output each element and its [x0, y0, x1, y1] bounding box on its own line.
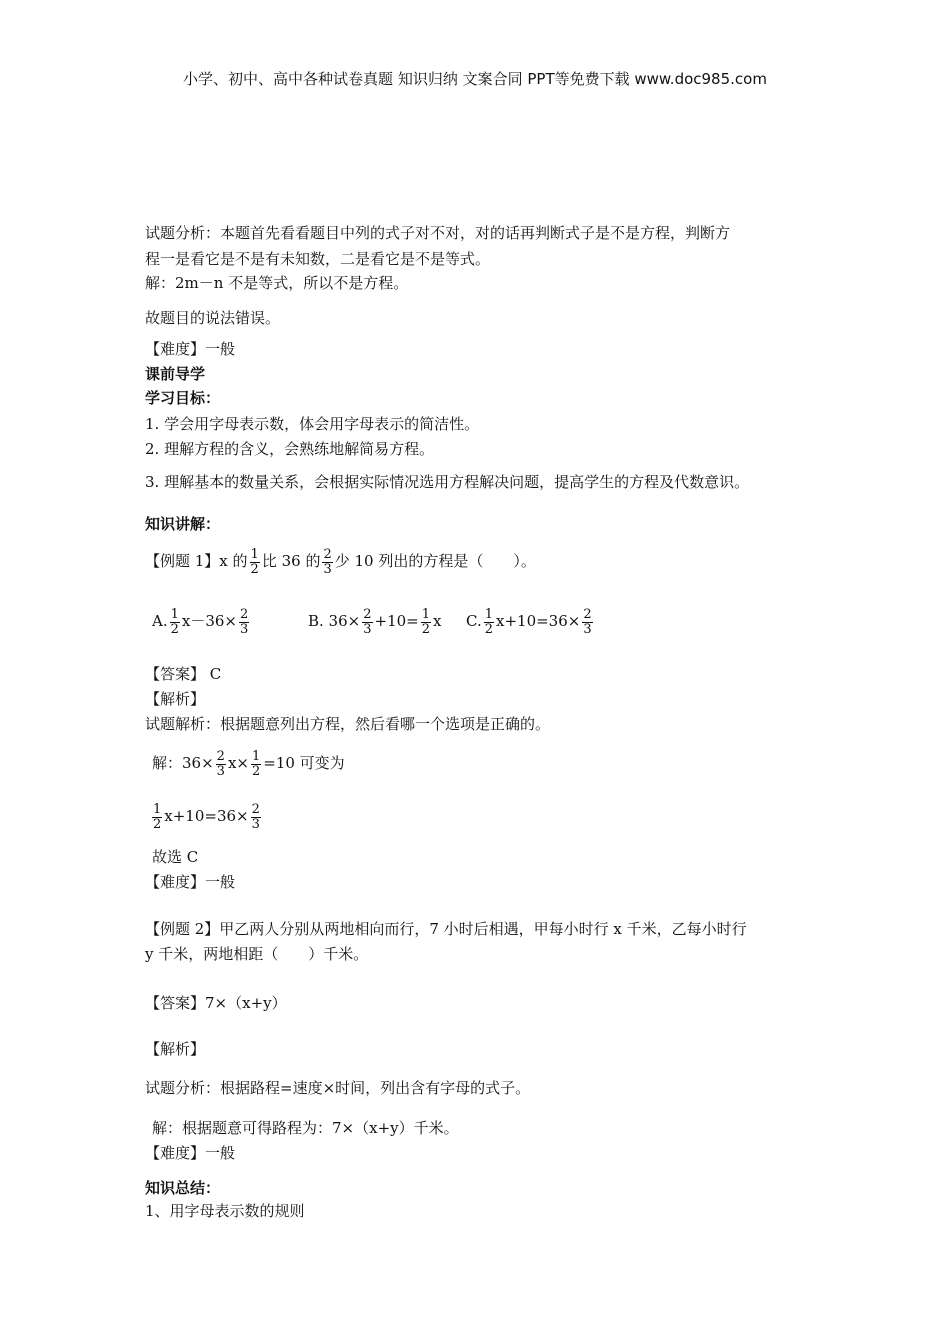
example2-analysis: 试题分析：根据路程=速度×时间，列出含有字母的式子。	[145, 1079, 531, 1097]
analysis-conclusion: 故题目的说法错误。	[145, 309, 281, 327]
fraction: $\frac{1}{2}$	[250, 546, 259, 577]
example2-line-2: y 千米，两地相距（ ）千米。	[145, 945, 369, 963]
option-c: C. $\frac{1}{2}$ x+10=36× $\frac{2}{3}$	[466, 606, 592, 637]
fraction: $\frac{2}{3}$	[323, 546, 332, 577]
option-a: A. $\frac{1}{2}$ x－36× $\frac{2}{3}$	[152, 606, 249, 637]
example1-difficulty: 【难度】一般	[145, 873, 236, 891]
example1-analysis-label: 【解析】	[145, 690, 206, 708]
goals-title: 学习目标：	[145, 389, 221, 407]
analysis-solution: 解：2m－n 不是等式，所以不是方程。	[145, 274, 409, 292]
example1-prefix: 【例题 1】x 的	[145, 552, 248, 570]
example1-solution-line-1: 解：36× $\frac{2}{3}$ x× $\frac{1}{2}$ =10 可变为	[152, 748, 345, 779]
analysis-line-2: 程一是看它是不是有未知数，二是看它是不是等式。	[145, 250, 491, 268]
example2-solution: 解：根据题意可得路程为：7×（x+y）千米。	[152, 1119, 459, 1137]
summary-item-1: 1、用字母表示数的规则	[145, 1202, 305, 1220]
site-header: 小学、初中、高中各种试卷真题 知识归纳 文案合同 PPT等免费下载 www.doc985.com	[183, 70, 767, 88]
goal-item-3: 3. 理解基本的数量关系，会根据实际情况选用方程解决问题，提高学生的方程及代数意识。	[145, 473, 750, 491]
option-b: B. 36× $\frac{2}{3}$ +10= $\frac{1}{2}$ x	[308, 606, 442, 637]
example1-choose: 故选 C	[152, 848, 199, 866]
knowledge-title: 知识讲解：	[145, 515, 221, 533]
example1-question: 【例题 1】x 的 $\frac{1}{2}$ 比 36 的 $\frac{2}{3}$ 少 10 列出的方程是（ ）。	[145, 546, 536, 577]
example2-line-1: 【例题 2】甲乙两人分别从两地相向而行，7 小时后相遇，甲每小时行 x 千米，乙每小时行	[145, 920, 747, 938]
goal-item-2: 2. 理解方程的含义，会熟练地解简易方程。	[145, 440, 435, 458]
section-title-preview: 课前导学	[145, 365, 206, 383]
example1-solution-line-2: $\frac{1}{2}$ x+10=36× $\frac{2}{3}$	[153, 801, 260, 832]
example2-answer: 【答案】7×（x+y）	[145, 994, 287, 1012]
example2-analysis-label: 【解析】	[145, 1040, 206, 1058]
example1-answer: 【答案】 C	[145, 665, 222, 683]
summary-title: 知识总结：	[145, 1179, 221, 1197]
analysis-line-1: 试题分析：本题首先看看题目中列的式子对不对，对的话再判断式子是不是方程，判断方	[145, 224, 731, 242]
example2-difficulty: 【难度】一般	[145, 1144, 236, 1162]
difficulty-1: 【难度】一般	[145, 340, 236, 358]
example1-analysis: 试题解析：根据题意列出方程，然后看哪一个选项是正确的。	[145, 715, 551, 733]
goal-item-1: 1. 学会用字母表示数，体会用字母表示的简洁性。	[145, 415, 480, 433]
